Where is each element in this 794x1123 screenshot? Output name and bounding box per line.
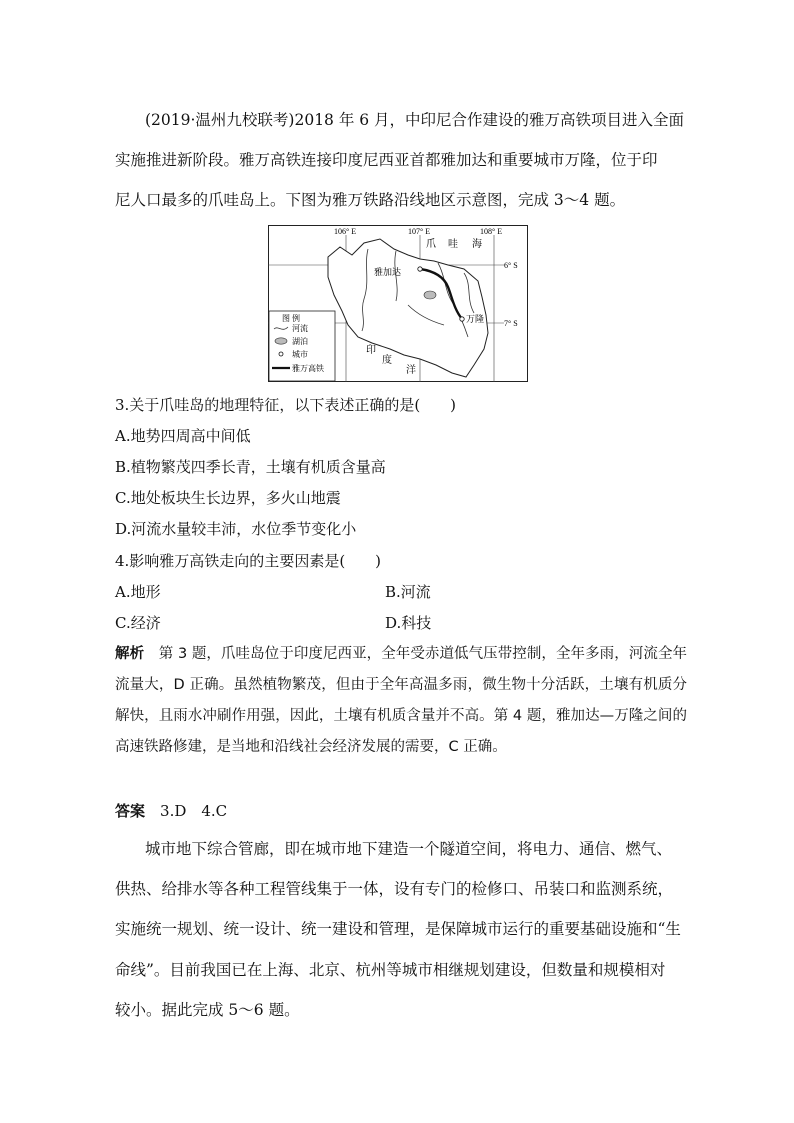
legend-lake-icon [275, 338, 287, 344]
passage2-line-4: 命线”。目前我国已在上海、北京、杭州等城市相继规划建设，但数量和规模相对 [115, 961, 666, 979]
q4-option-b: B.河流 [385, 583, 431, 601]
city-jakarta-marker [418, 267, 422, 271]
passage2-line-3: 实施统一规划、统一设计、统一建设和管理，是保障城市运行的重要基础设施和“生 [115, 920, 681, 938]
passage2-line-5: 较小。据此完成 5～6 题。 [115, 1001, 300, 1019]
q3-option-d: D.河流水量较丰沛，水位季节变化小 [115, 520, 357, 538]
city-bandung-label: 万隆 [466, 314, 485, 324]
map-legend [269, 311, 335, 381]
q3-stem: 3.关于爪哇岛的地理特征，以下表述正确的是( ) [115, 396, 457, 414]
intro-line-3: 尼人口最多的爪哇岛上。下图为雅万铁路沿线地区示意图，完成 3～4 题。 [115, 191, 626, 209]
intro-line-1: (2019·温州九校联考)2018 年 6 月，中印尼合作建设的雅万高铁项目进入全面 [145, 111, 685, 129]
sea-label-3: 海 [472, 239, 482, 250]
passage2-line-1: 城市地下综合管廊，即在城市地下建造一个隧道空间，将电力、通信、燃气、 [145, 840, 673, 858]
q4-option-d: D.科技 [385, 614, 432, 632]
passage2-line-2: 供热、给排水等各种工程管线集于一体，设有专门的检修口、吊装口和监测系统， [115, 880, 674, 898]
ocean-label-3: 洋 [406, 365, 416, 376]
q3-option-c: C.地处板块生长边界，多火山地震 [115, 489, 341, 507]
explanation [115, 639, 687, 763]
lat-label-7s: 7° S [504, 319, 518, 328]
lat-label-6s: 6° S [504, 261, 518, 270]
answer [115, 800, 227, 821]
lon-label-108: 108° E [480, 227, 503, 236]
sea-label-2: 哇 [448, 239, 458, 250]
ocean-label-1: 印 [366, 345, 376, 356]
lon-label-106: 106° E [334, 227, 357, 236]
explanation-text: 第 3 题，爪哇岛位于印度尼西亚，全年受赤道低气压带控制，全年多雨，河流全年流量大，D 正确。虽然植物繁茂，但由于全年高温多雨，微生物十分活跃，土壤有机质分解快，且雨水冲刷作用强，因此，土壤有机质含量并不高。第 4 题，雅加达—万隆之间的高速铁路修建，是当地和沿线社会经济发展的需要，C 正确。 [115, 646, 688, 755]
legend-city: 城市 [292, 350, 308, 359]
explanation-label: 解析 [115, 646, 145, 662]
ocean-label-2: 度 [382, 355, 392, 366]
intro-line-2: 实施推进新阶段。雅万高铁连接印度尼西亚首都雅加达和重要城市万隆，位于印 [115, 151, 658, 169]
city-jakarta-label: 雅加达 [374, 267, 402, 277]
lake [424, 291, 436, 299]
lon-label-107: 107° E [408, 227, 431, 236]
q4-option-c: C.经济 [115, 614, 161, 632]
legend-lake: 湖泊 [292, 337, 308, 346]
sea-label-1: 爪 [426, 239, 436, 250]
q4-stem: 4.影响雅万高铁走向的主要因素是( ) [115, 552, 382, 570]
q4-option-a: A.地形 [115, 583, 161, 601]
answer-text: 3.D 4.C [160, 802, 228, 820]
answer-label: 答案 [115, 802, 146, 820]
legend-city-icon [279, 352, 283, 356]
city-bandung-marker [460, 317, 464, 321]
q3-option-a: A.地势四周高中间低 [115, 427, 251, 445]
legend-railway: 雅万高铁 [292, 364, 324, 373]
legend-river: 河流 [292, 324, 308, 333]
railway-map [268, 225, 528, 382]
legend-title: 图 例 [282, 314, 300, 323]
q3-option-b: B.植物繁茂四季长青，土壤有机质含量高 [115, 458, 386, 476]
